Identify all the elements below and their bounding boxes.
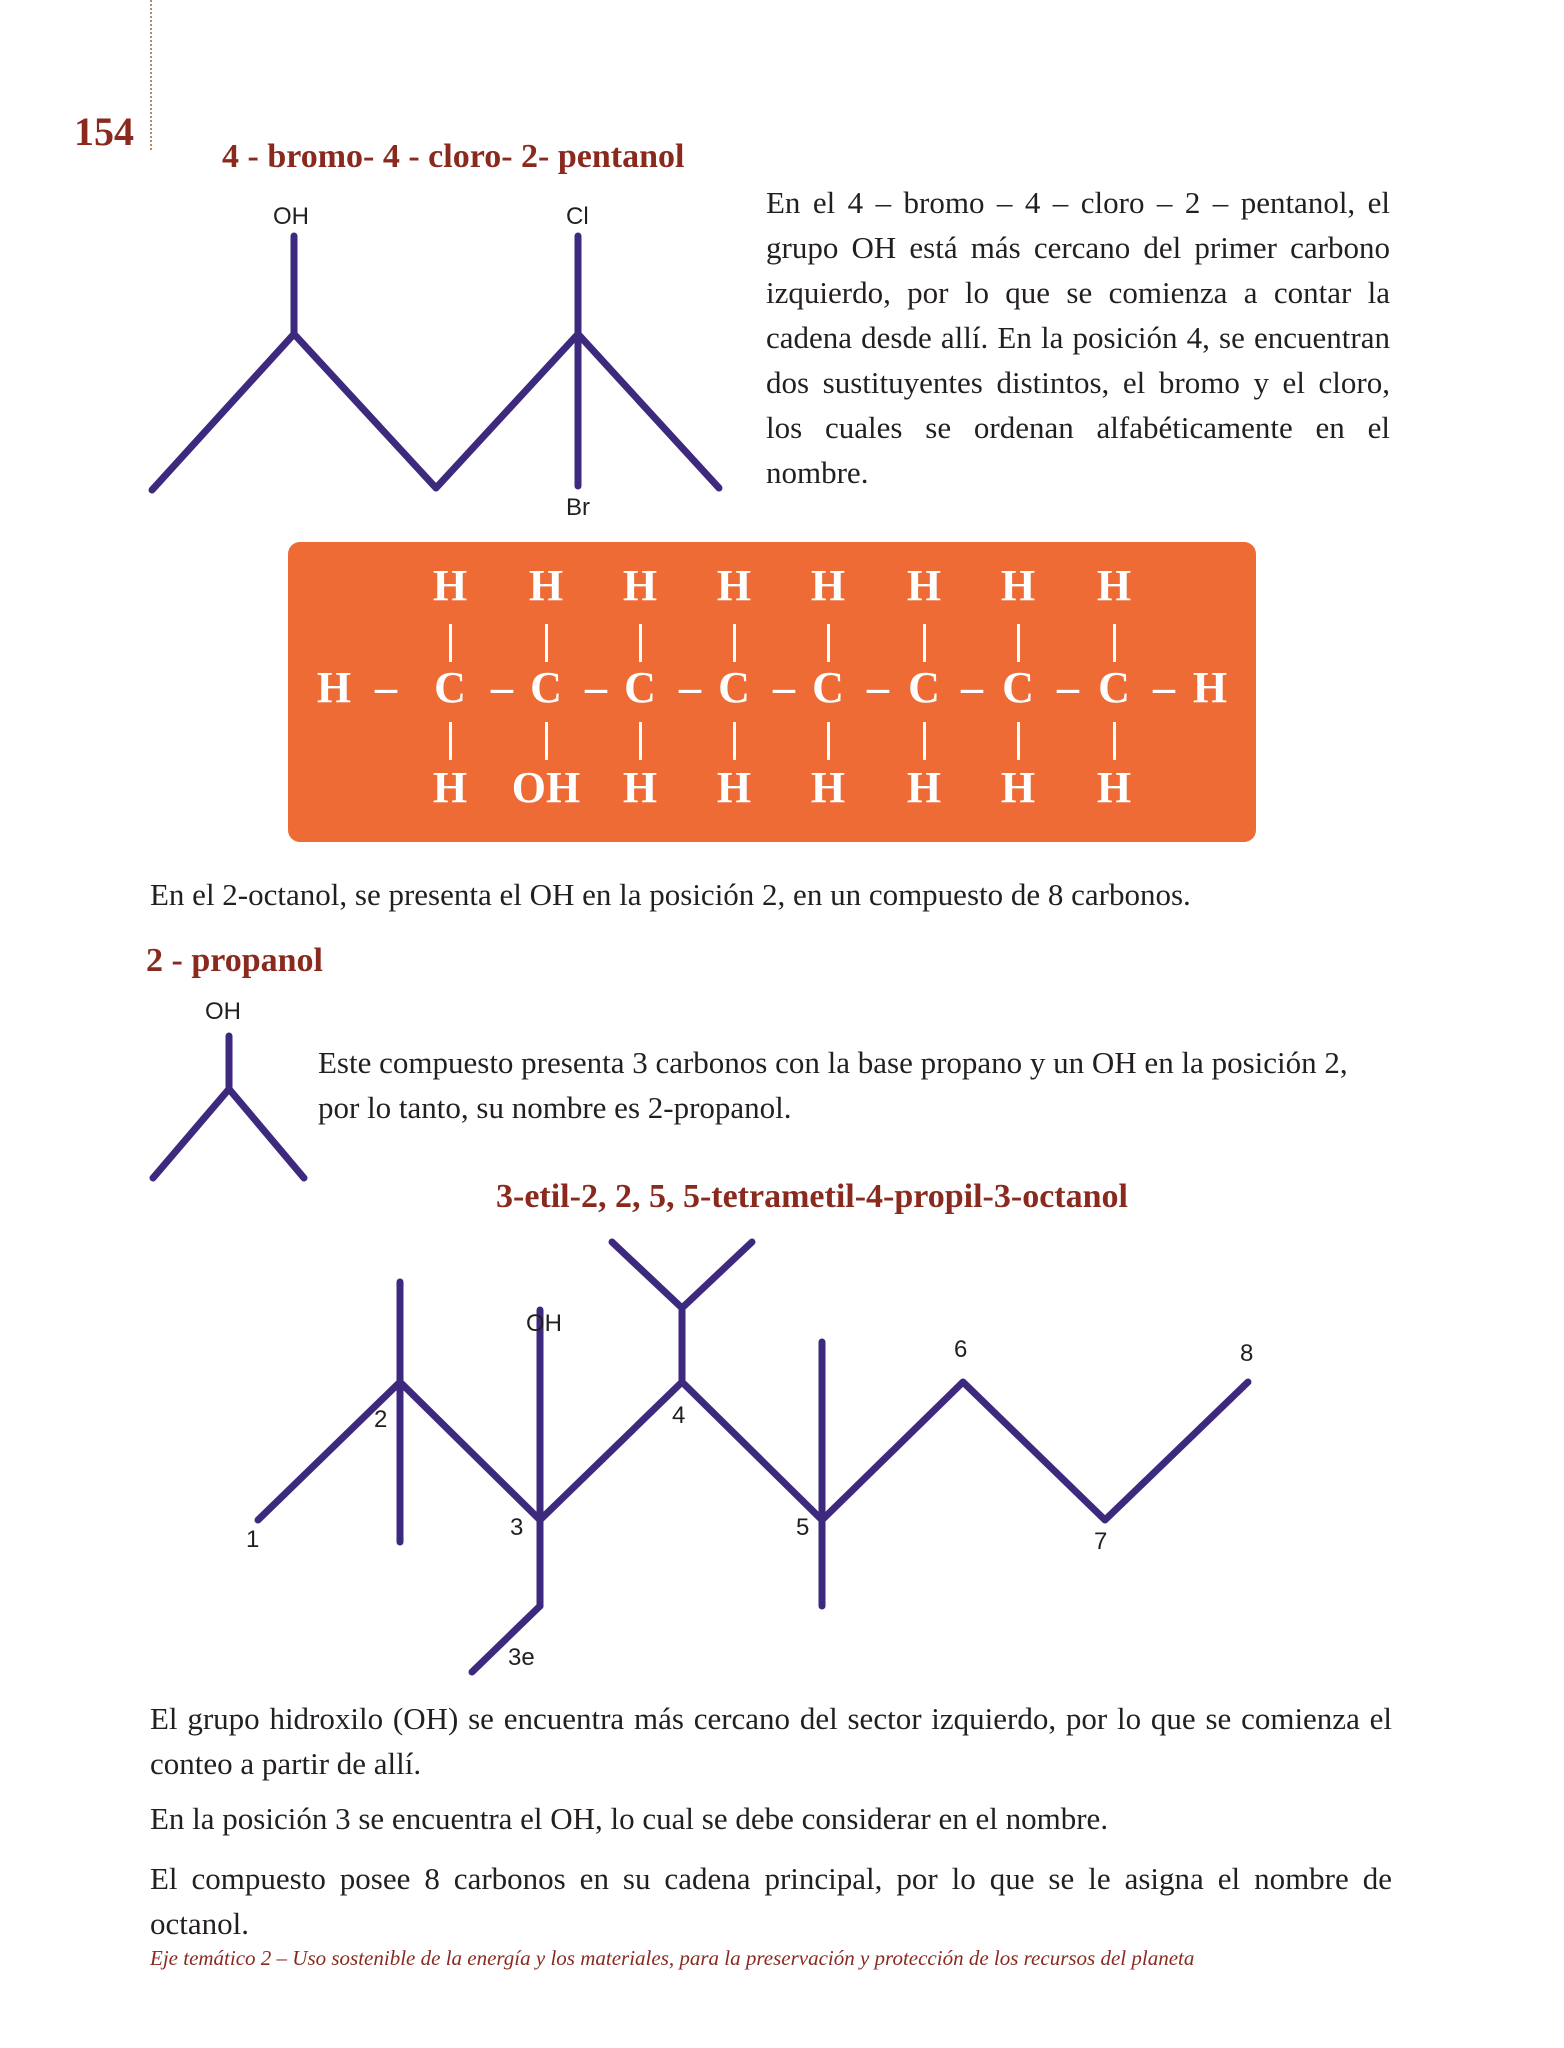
bottom-h-6: H bbox=[906, 763, 942, 812]
pentanol-main-chain bbox=[152, 334, 719, 490]
top-h-2: H bbox=[528, 561, 564, 610]
bond-dash-6: – bbox=[961, 663, 983, 712]
bottom-bond-1 bbox=[449, 722, 452, 760]
bottom-h-8: H bbox=[1096, 763, 1132, 812]
carbon-1: C bbox=[434, 663, 466, 712]
label-oh-octanol: OH bbox=[526, 1310, 562, 1337]
top-h-7: H bbox=[1000, 561, 1036, 610]
structure-propanol bbox=[153, 1036, 304, 1178]
label-oh-pentanol: OH bbox=[273, 203, 309, 230]
carbon-label-5: 5 bbox=[796, 1514, 810, 1541]
carbon-5: C bbox=[812, 663, 844, 712]
octanol-formula-box bbox=[288, 542, 1256, 842]
page-number: 154 bbox=[74, 109, 134, 154]
bottom-bond-6 bbox=[923, 722, 926, 760]
bond-dash-5: – bbox=[867, 663, 889, 712]
top-bond-1 bbox=[449, 624, 452, 662]
top-bond-7 bbox=[1017, 624, 1020, 662]
carbon-label-3: 3 bbox=[510, 1514, 524, 1541]
paragraph-hidroxilo: El grupo hidroxilo (OH) se encuentra más cercano del sector izquierdo, por lo que se comienza el conteo a partir de allí. bbox=[150, 1701, 1392, 1781]
bottom-bond-3 bbox=[639, 722, 642, 760]
bond-dash-7: – bbox=[1057, 663, 1079, 712]
bond-dash-1: – bbox=[491, 663, 513, 712]
title-bromo-cloro-pentanol: 4 - bromo- 4 - cloro- 2- pentanol bbox=[222, 138, 685, 175]
page-footer: Eje temático 2 – Uso sostenible de la energía y los materiales, para la preservación y protección de los recursos del planeta bbox=[150, 1946, 1195, 1970]
octanol-main-chain bbox=[258, 1382, 1248, 1520]
carbon-7: C bbox=[1002, 663, 1034, 712]
bond-dash-4: – bbox=[773, 663, 795, 712]
top-bond-8 bbox=[1113, 624, 1116, 662]
top-h-5: H bbox=[810, 561, 846, 610]
bottom-h-3: H bbox=[622, 763, 658, 812]
caption-octanol: En el 2-octanol, se presenta el OH en la posición 2, en un compuesto de 8 carbonos. bbox=[150, 877, 1191, 912]
carbon-3: C bbox=[624, 663, 656, 712]
carbon-label-8: 8 bbox=[1240, 1340, 1254, 1367]
bond-dash-3: – bbox=[679, 663, 701, 712]
top-bond-5 bbox=[827, 624, 830, 662]
c4-branch-right bbox=[682, 1242, 752, 1308]
bottom-h-5: H bbox=[810, 763, 846, 812]
bottom-bond-2 bbox=[545, 722, 548, 760]
label-br: Br bbox=[566, 494, 590, 521]
top-h-8: H bbox=[1096, 561, 1132, 610]
bottom-bond-4 bbox=[733, 722, 736, 760]
bond-dash-8: – bbox=[1153, 663, 1175, 712]
bottom-oh-2: OH bbox=[511, 763, 581, 812]
title-propanol: 2 - propanol bbox=[146, 942, 323, 979]
right-h: H bbox=[1192, 663, 1228, 712]
bottom-h-7: H bbox=[1000, 763, 1036, 812]
paragraph-pentanol: En el 4 – bromo – 4 – cloro – 2 – pentanol, el grupo OH está más cercano del primer carbono izquierdo, por lo que se comienza a contar la cadena desde allí. En la posición 4, se encuentran dos sustituyentes distintos, el bromo y el cloro, los cuales se ordenan alfabéticamente en el nombre. bbox=[766, 185, 1390, 490]
label-cl: Cl bbox=[566, 203, 589, 230]
bottom-h-4: H bbox=[716, 763, 752, 812]
carbon-label-7: 7 bbox=[1094, 1528, 1108, 1555]
propanol-chain bbox=[153, 1089, 304, 1178]
top-bond-3 bbox=[639, 624, 642, 662]
structure-octanol bbox=[258, 1242, 1248, 1672]
carbon-label-4: 4 bbox=[672, 1402, 686, 1429]
carbon-2: C bbox=[530, 663, 562, 712]
carbon-label-1: 1 bbox=[246, 1526, 260, 1553]
carbon-label-2: 2 bbox=[374, 1406, 388, 1433]
c4-branch-left bbox=[612, 1242, 682, 1308]
top-h-1: H bbox=[432, 561, 468, 610]
structure-bromo-cloro-pentanol bbox=[152, 236, 719, 490]
ethyl-label: 3e bbox=[508, 1644, 535, 1671]
paragraph-octanol: El compuesto posee 8 carbonos en su cadena principal, por lo que se le asigna el nombre de octanol. bbox=[150, 1861, 1392, 1941]
bottom-bond-5 bbox=[827, 722, 830, 760]
bottom-h-1: H bbox=[432, 763, 468, 812]
bottom-bond-8 bbox=[1113, 722, 1116, 760]
title-octanol: 3-etil-2, 2, 5, 5-tetrametil-4-propil-3-octanol bbox=[496, 1178, 1128, 1215]
top-h-3: H bbox=[622, 561, 658, 610]
paragraph-posicion-3: En la posición 3 se encuentra el OH, lo cual se debe considerar en el nombre. bbox=[150, 1801, 1109, 1836]
bond-dash-0: – bbox=[375, 663, 397, 712]
carbon-4: C bbox=[718, 663, 750, 712]
bottom-bond-7 bbox=[1017, 722, 1020, 760]
carbon-label-6: 6 bbox=[954, 1336, 968, 1363]
carbon-8: C bbox=[1098, 663, 1130, 712]
top-h-4: H bbox=[716, 561, 752, 610]
paragraph-propanol: Este compuesto presenta 3 carbonos con la base propano y un OH en la posición 2, por lo tanto, su nombre es 2-propanol. bbox=[318, 1045, 1348, 1125]
top-bond-2 bbox=[545, 624, 548, 662]
top-bond-4 bbox=[733, 624, 736, 662]
bond-dash-2: – bbox=[585, 663, 607, 712]
carbon-6: C bbox=[908, 663, 940, 712]
top-bond-6 bbox=[923, 624, 926, 662]
top-h-6: H bbox=[906, 561, 942, 610]
left-h: H bbox=[316, 663, 352, 712]
label-oh-propanol: OH bbox=[205, 998, 241, 1025]
